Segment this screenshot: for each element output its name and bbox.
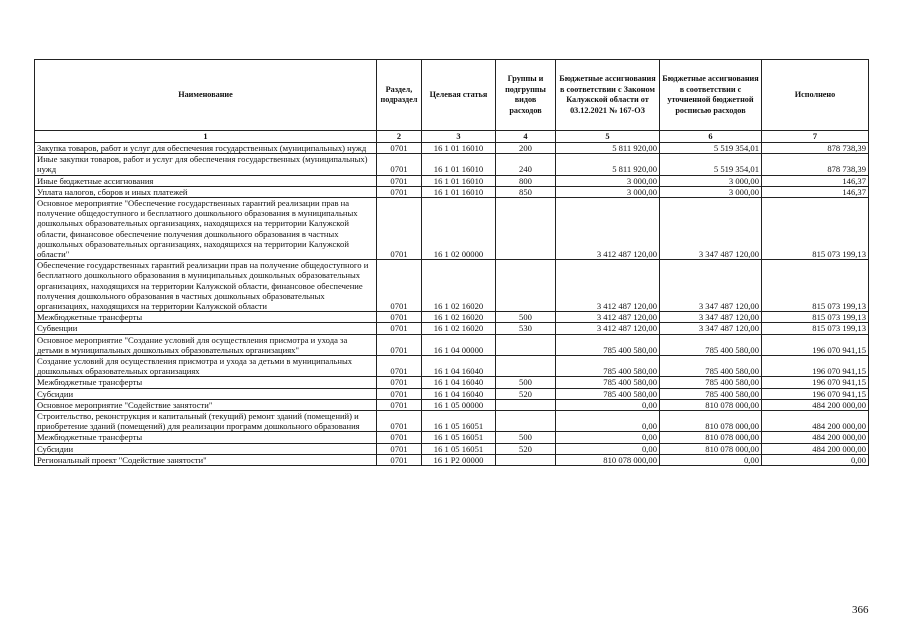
row-section: 0701 xyxy=(377,198,422,260)
row-refined-budget: 3 000,00 xyxy=(660,175,762,186)
row-law-budget: 785 400 580,00 xyxy=(556,356,660,377)
row-refined-budget: 785 400 580,00 xyxy=(660,356,762,377)
row-law-budget: 0,00 xyxy=(556,399,660,410)
row-target: 16 1 02 16020 xyxy=(422,312,496,323)
header-executed: Исполнено xyxy=(762,60,869,131)
row-law-budget: 0,00 xyxy=(556,443,660,454)
row-target: 16 1 04 16040 xyxy=(422,356,496,377)
row-executed: 815 073 199,13 xyxy=(762,323,869,334)
row-law-budget: 3 000,00 xyxy=(556,175,660,186)
row-name: Создание условий для осуществления присмотра и ухода за детьми в муниципальных дошкольных образовательных организациях xyxy=(35,356,377,377)
header-section: Раздел, подраздел xyxy=(377,60,422,131)
row-law-budget: 785 400 580,00 xyxy=(556,377,660,388)
row-refined-budget: 3 000,00 xyxy=(660,186,762,197)
row-section: 0701 xyxy=(377,388,422,399)
header-name: Наименование xyxy=(35,60,377,131)
row-law-budget: 5 811 920,00 xyxy=(556,143,660,154)
table-row xyxy=(35,186,869,197)
row-name: Субсидии xyxy=(35,388,377,399)
row-executed: 0,00 xyxy=(762,454,869,465)
row-refined-budget: 3 347 487 120,00 xyxy=(660,260,762,312)
table-row xyxy=(35,323,869,334)
row-target: 16 1 04 16040 xyxy=(422,377,496,388)
row-section: 0701 xyxy=(377,143,422,154)
row-target: 16 1 02 00000 xyxy=(422,198,496,260)
row-section: 0701 xyxy=(377,186,422,197)
row-executed: 196 070 941,15 xyxy=(762,334,869,355)
page-number: 366 xyxy=(852,604,869,616)
row-target: 16 1 01 16010 xyxy=(422,154,496,175)
row-group: 240 xyxy=(496,154,556,175)
row-group: 800 xyxy=(496,175,556,186)
row-executed: 196 070 941,15 xyxy=(762,388,869,399)
row-name: Строительство, реконструкция и капитальный (текущий) ремонт зданий (помещений) и приобретение зданий (помещений) для реализации программ дошкольного образования xyxy=(35,411,377,432)
row-group: 520 xyxy=(496,388,556,399)
row-law-budget: 0,00 xyxy=(556,432,660,443)
row-group: 500 xyxy=(496,312,556,323)
row-section: 0701 xyxy=(377,356,422,377)
table-row xyxy=(35,454,869,465)
row-name: Основное мероприятие "Обеспечение государственных гарантий реализации прав на получение общедоступного и бесплатного дошкольного образования в муниципальных дошкольных образовательных организациях, находящихся на территории Калужской области, финансовое обеспечение получения дошкольного образования в частных дошкольных образовательных организациях, находящихся на территории Калужской области" xyxy=(35,198,377,260)
row-refined-budget: 3 347 487 120,00 xyxy=(660,312,762,323)
row-executed: 815 073 199,13 xyxy=(762,198,869,260)
row-law-budget: 3 412 487 120,00 xyxy=(556,260,660,312)
row-executed: 484 200 000,00 xyxy=(762,399,869,410)
row-section: 0701 xyxy=(377,443,422,454)
row-refined-budget: 5 519 354,01 xyxy=(660,143,762,154)
row-section: 0701 xyxy=(377,454,422,465)
table-row xyxy=(35,399,869,410)
row-refined-budget: 810 078 000,00 xyxy=(660,432,762,443)
table-row xyxy=(35,432,869,443)
row-law-budget: 3 000,00 xyxy=(556,186,660,197)
row-law-budget: 3 412 487 120,00 xyxy=(556,312,660,323)
row-section: 0701 xyxy=(377,377,422,388)
row-name: Региональный проект "Содействие занятости" xyxy=(35,454,377,465)
row-section: 0701 xyxy=(377,175,422,186)
col-number: 7 xyxy=(762,131,869,143)
row-group: 500 xyxy=(496,377,556,388)
row-refined-budget: 785 400 580,00 xyxy=(660,334,762,355)
row-refined-budget: 5 519 354,01 xyxy=(660,154,762,175)
row-refined-budget: 810 078 000,00 xyxy=(660,411,762,432)
row-section: 0701 xyxy=(377,334,422,355)
col-number: 2 xyxy=(377,131,422,143)
row-target: 16 1 05 16051 xyxy=(422,443,496,454)
row-target: 16 1 05 16051 xyxy=(422,432,496,443)
budget-table xyxy=(34,59,869,466)
row-section: 0701 xyxy=(377,399,422,410)
row-law-budget: 0,00 xyxy=(556,411,660,432)
table-row xyxy=(35,411,869,432)
row-section: 0701 xyxy=(377,312,422,323)
row-name: Уплата налогов, сборов и иных платежей xyxy=(35,186,377,197)
row-target: 16 1 02 16020 xyxy=(422,323,496,334)
table-row xyxy=(35,377,869,388)
table-row xyxy=(35,388,869,399)
row-refined-budget: 810 078 000,00 xyxy=(660,443,762,454)
table-row xyxy=(35,198,869,260)
header-groups: Группы и подгруппы видов расходов xyxy=(496,60,556,131)
row-executed: 484 200 000,00 xyxy=(762,411,869,432)
row-refined-budget: 0,00 xyxy=(660,454,762,465)
row-law-budget: 5 811 920,00 xyxy=(556,154,660,175)
header-refined-budget: Бюджетные ассигнования в соответствии с уточненной бюджетной росписью расходов xyxy=(660,60,762,131)
row-law-budget: 3 412 487 120,00 xyxy=(556,198,660,260)
row-name: Обеспечение государственных гарантий реализации прав на получение общедоступного и бесплатного дошкольного образования в муниципальных дошкольных образовательных организациях, находящихся на территории Калужской области, финансовое обеспечение получения дошкольного образования в частных дошкольных образовательных организациях, находящихся на территории Калужской области xyxy=(35,260,377,312)
row-refined-budget: 3 347 487 120,00 xyxy=(660,198,762,260)
row-group xyxy=(496,356,556,377)
col-number: 5 xyxy=(556,131,660,143)
row-refined-budget: 810 078 000,00 xyxy=(660,399,762,410)
table-row xyxy=(35,154,869,175)
row-name: Иные бюджетные ассигнования xyxy=(35,175,377,186)
row-law-budget: 3 412 487 120,00 xyxy=(556,323,660,334)
row-executed: 146,37 xyxy=(762,175,869,186)
row-executed: 878 738,39 xyxy=(762,154,869,175)
row-section: 0701 xyxy=(377,260,422,312)
row-name: Субвенции xyxy=(35,323,377,334)
row-group: 850 xyxy=(496,186,556,197)
table-row xyxy=(35,334,869,355)
row-name: Субсидии xyxy=(35,443,377,454)
row-group xyxy=(496,260,556,312)
row-group: 520 xyxy=(496,443,556,454)
row-refined-budget: 785 400 580,00 xyxy=(660,377,762,388)
row-group xyxy=(496,454,556,465)
col-number: 4 xyxy=(496,131,556,143)
row-executed: 196 070 941,15 xyxy=(762,377,869,388)
row-name: Межбюджетные трансферты xyxy=(35,432,377,443)
row-law-budget: 785 400 580,00 xyxy=(556,388,660,399)
row-name: Основное мероприятие "Создание условий для осуществления присмотра и ухода за детьми в муниципальных дошкольных образовательных организациях" xyxy=(35,334,377,355)
row-target: 16 1 01 16010 xyxy=(422,143,496,154)
table-row xyxy=(35,175,869,186)
row-group xyxy=(496,198,556,260)
row-name: Иные закупки товаров, работ и услуг для обеспечения государственных (муниципальных) нужд xyxy=(35,154,377,175)
row-executed: 196 070 941,15 xyxy=(762,356,869,377)
row-group xyxy=(496,399,556,410)
row-executed: 484 200 000,00 xyxy=(762,432,869,443)
row-section: 0701 xyxy=(377,323,422,334)
row-executed: 146,37 xyxy=(762,186,869,197)
row-name: Закупка товаров, работ и услуг для обеспечения государственных (муниципальных) нужд xyxy=(35,143,377,154)
row-target: 16 1 02 16020 xyxy=(422,260,496,312)
row-executed: 815 073 199,13 xyxy=(762,312,869,323)
col-number: 6 xyxy=(660,131,762,143)
table-row xyxy=(35,312,869,323)
table-row xyxy=(35,143,869,154)
header-target: Целевая статья xyxy=(422,60,496,131)
row-group: 530 xyxy=(496,323,556,334)
row-executed: 815 073 199,13 xyxy=(762,260,869,312)
row-target: 16 1 05 16051 xyxy=(422,411,496,432)
row-target: 16 1 04 16040 xyxy=(422,388,496,399)
col-number: 1 xyxy=(35,131,377,143)
row-target: 16 1 05 00000 xyxy=(422,399,496,410)
row-target: 16 1 01 16010 xyxy=(422,186,496,197)
row-refined-budget: 785 400 580,00 xyxy=(660,388,762,399)
row-name: Межбюджетные трансферты xyxy=(35,377,377,388)
row-section: 0701 xyxy=(377,154,422,175)
row-executed: 484 200 000,00 xyxy=(762,443,869,454)
table-row xyxy=(35,260,869,312)
row-target: 16 1 01 16010 xyxy=(422,175,496,186)
row-law-budget: 785 400 580,00 xyxy=(556,334,660,355)
row-section: 0701 xyxy=(377,411,422,432)
row-target: 16 1 04 00000 xyxy=(422,334,496,355)
row-target: 16 1 P2 00000 xyxy=(422,454,496,465)
row-executed: 878 738,39 xyxy=(762,143,869,154)
table-row xyxy=(35,443,869,454)
row-section: 0701 xyxy=(377,432,422,443)
row-group xyxy=(496,411,556,432)
header-law-budget: Бюджетные ассигнования в соответствии с Законом Калужской области от 03.12.2021 № 167-ОЗ xyxy=(556,60,660,131)
table-row xyxy=(35,356,869,377)
row-refined-budget: 3 347 487 120,00 xyxy=(660,323,762,334)
row-group xyxy=(496,334,556,355)
row-name: Основное мероприятие "Содействие занятости" xyxy=(35,399,377,410)
col-number: 3 xyxy=(422,131,496,143)
row-law-budget: 810 078 000,00 xyxy=(556,454,660,465)
row-name: Межбюджетные трансферты xyxy=(35,312,377,323)
row-group: 500 xyxy=(496,432,556,443)
row-group: 200 xyxy=(496,143,556,154)
